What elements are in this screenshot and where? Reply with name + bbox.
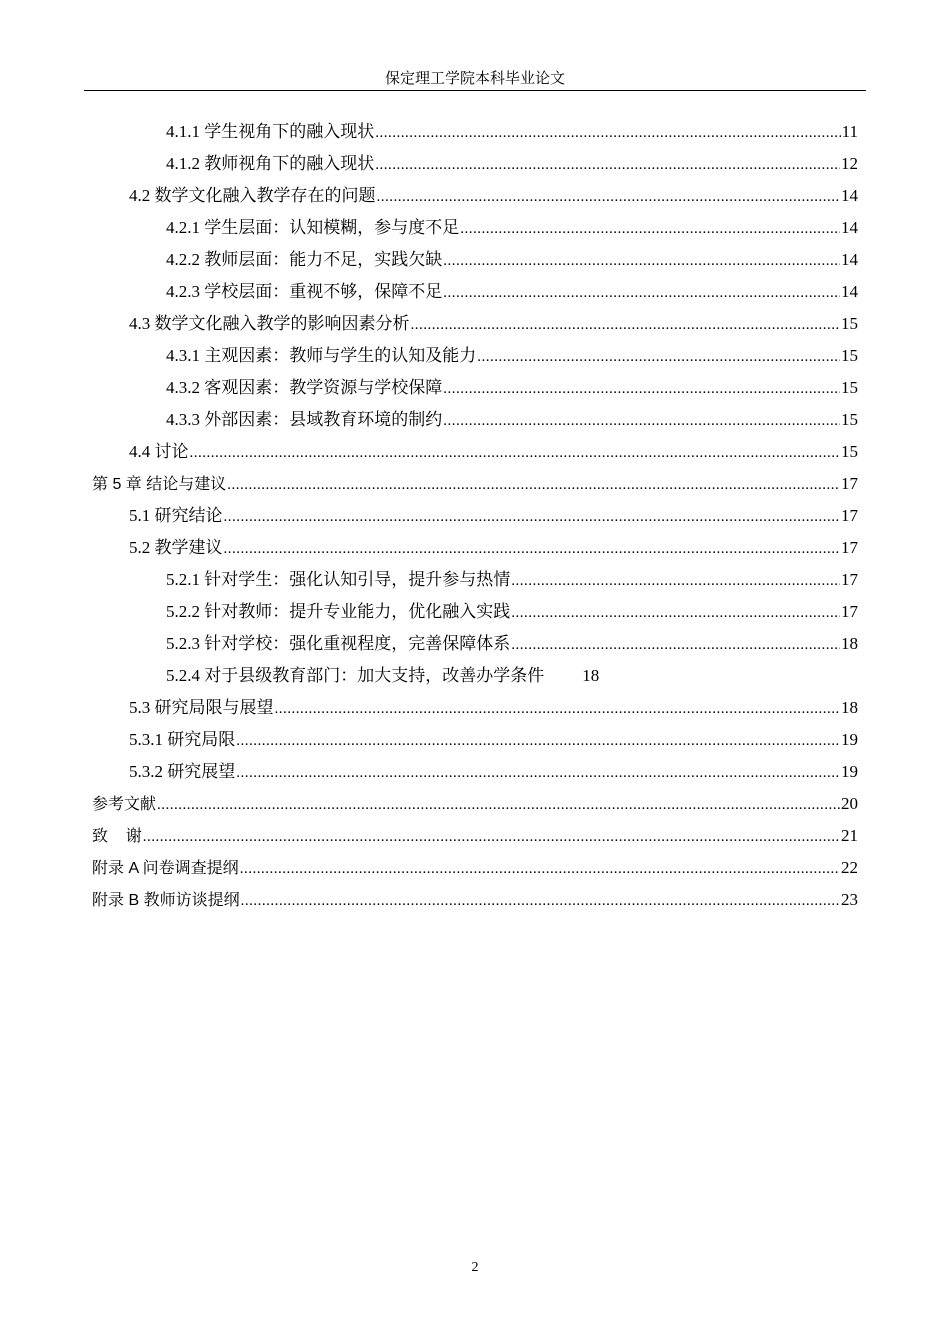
toc-entry-chapter[interactable] [92,468,858,500]
toc-entry-title: 5.2.2 针对教师：提升专业能力，优化融入实践 [166,602,511,621]
toc-dot-leader [443,277,840,309]
toc-entry-page: 14 [841,282,858,301]
toc-entry-title: 附录 A 问卷调查提纲 [92,860,239,877]
toc-entry[interactable] [166,212,858,244]
toc-entry-page: 17 [841,602,858,621]
toc-entry[interactable] [129,308,858,340]
toc-entry-page: 17 [841,506,858,525]
toc-dot-leader [275,693,841,725]
toc-entry[interactable] [166,244,858,276]
toc-entry-title: 4.2 数学文化融入教学存在的问题 [129,186,376,205]
toc-dot-leader [224,533,841,565]
toc-dot-leader [443,373,840,405]
toc-dot-leader [477,341,840,373]
toc-entry-page: 17 [841,538,858,557]
toc-entry-title: 5.3.1 研究局限 [129,730,236,749]
toc-entry-page: 19 [841,730,858,749]
toc-entry-title: 4.2.2 教师层面：能力不足，实践欠缺 [166,250,443,269]
toc-entry[interactable] [166,628,858,660]
toc-entry[interactable] [166,340,858,372]
toc-entry-title: 5.2 教学建议 [129,538,223,557]
toc-dot-leader [240,853,840,885]
toc-entry-title: 4.1.1 学生视角下的融入现状 [166,122,375,141]
toc-entry[interactable] [166,276,858,308]
toc-entry-page: 14 [841,218,858,237]
toc-dot-leader [443,405,840,437]
toc-entry[interactable] [166,660,858,692]
toc-dot-leader [236,757,840,789]
toc-entry-page: 15 [841,378,858,397]
toc-dot-leader [227,469,840,501]
toc-entry-title: 4.2.1 学生层面：认知模糊，参与度不足 [166,218,460,237]
toc-entry-title: 5.1 研究结论 [129,506,223,525]
toc-entry-title: 4.1.2 教师视角下的融入现状 [166,154,375,173]
toc-entry-title: 5.2.1 针对学生：强化认知引导，提升参与热情 [166,570,511,589]
toc-dot-leader [460,213,840,245]
toc-entry[interactable] [166,372,858,404]
toc-entry-title: 4.4 讨论 [129,442,189,461]
toc-entry-title: 4.3 数学文化融入教学的影响因素分析 [129,314,410,333]
toc-entry-page: 14 [841,250,858,269]
toc-entry[interactable] [129,692,858,724]
toc-entry[interactable] [166,404,858,436]
toc-entry[interactable] [129,500,858,532]
toc-dot-leader [375,117,840,149]
toc-entry-page: 20 [841,794,858,813]
toc-entry[interactable] [129,532,858,564]
toc-entry[interactable] [129,436,858,468]
toc-entry-page: 15 [841,442,858,461]
toc-entry[interactable] [129,724,858,756]
toc-entry-title: 5.3 研究局限与展望 [129,698,274,717]
toc-entry-chapter[interactable] [92,820,858,852]
toc-entry[interactable] [166,564,858,596]
page-header: 保定理工学院本科毕业论文 [84,68,866,91]
toc-entry[interactable] [129,180,858,212]
toc-entry-page: 15 [841,410,858,429]
toc-entry-page: 22 [841,858,858,877]
toc-entry[interactable] [166,148,858,180]
toc-entry-title: 附录 B 教师访谈提纲 [92,892,240,909]
toc-entry[interactable] [129,756,858,788]
toc-entry[interactable] [166,116,858,148]
toc-entry-page: 17 [841,474,858,493]
toc-dot-leader [190,437,841,469]
toc-entry-page: 15 [841,346,858,365]
toc-entry-page: 19 [841,762,858,781]
toc-entry-page: 15 [841,314,858,333]
toc-dot-leader [377,181,841,213]
toc-dot-leader [411,309,841,341]
toc-entry-title: 第 5 章 结论与建议 [92,476,227,493]
toc-entry-page: 12 [841,154,858,173]
toc-entry-page: 18 [582,666,600,685]
toc-entry-title: 4.3.3 外部因素：县域教育环境的制约 [166,410,443,429]
toc-entry-page: 11 [841,122,858,141]
toc-dot-leader [157,789,840,821]
toc-entry-page: 18 [841,634,858,653]
toc-dot-leader [443,245,840,277]
toc-entry-page: 23 [841,890,858,909]
toc-entry-title: 5.2.4 对于县级教育部门：加大支持，改善办学条件 [166,666,545,685]
toc-dot-leader [241,885,840,917]
toc-entry-page: 21 [841,826,858,845]
toc-dot-leader [511,565,840,597]
toc-dot-leader [224,501,841,533]
toc-entry-page: 18 [841,698,858,717]
toc-entry-page: 17 [841,570,858,589]
toc-entry-chapter[interactable] [92,852,858,884]
toc-entry[interactable] [166,596,858,628]
page-number: 2 [471,1260,479,1275]
toc-entry-chapter[interactable] [92,788,858,820]
toc-entry-chapter[interactable] [92,884,858,916]
toc-entry-title: 4.2.3 学校层面：重视不够，保障不足 [166,282,443,301]
toc-entry-title: 5.3.2 研究展望 [129,762,236,781]
toc-entry-page: 14 [841,186,858,205]
toc-entry-title: 参考文献 [92,796,157,813]
toc-entry-title: 致 谢 [92,828,142,845]
toc-dot-leader [236,725,840,757]
toc-entry-title: 4.3.2 客观因素：教学资源与学校保障 [166,378,443,397]
toc-dot-leader [511,597,840,629]
toc-dot-leader [511,629,840,661]
toc-dot-leader [143,821,840,853]
toc-entry-title: 4.3.1 主观因素：教师与学生的认知及能力 [166,346,477,365]
toc-entry-title: 5.2.3 针对学校：强化重视程度，完善保障体系 [166,634,511,653]
toc-dot-leader [375,149,840,181]
